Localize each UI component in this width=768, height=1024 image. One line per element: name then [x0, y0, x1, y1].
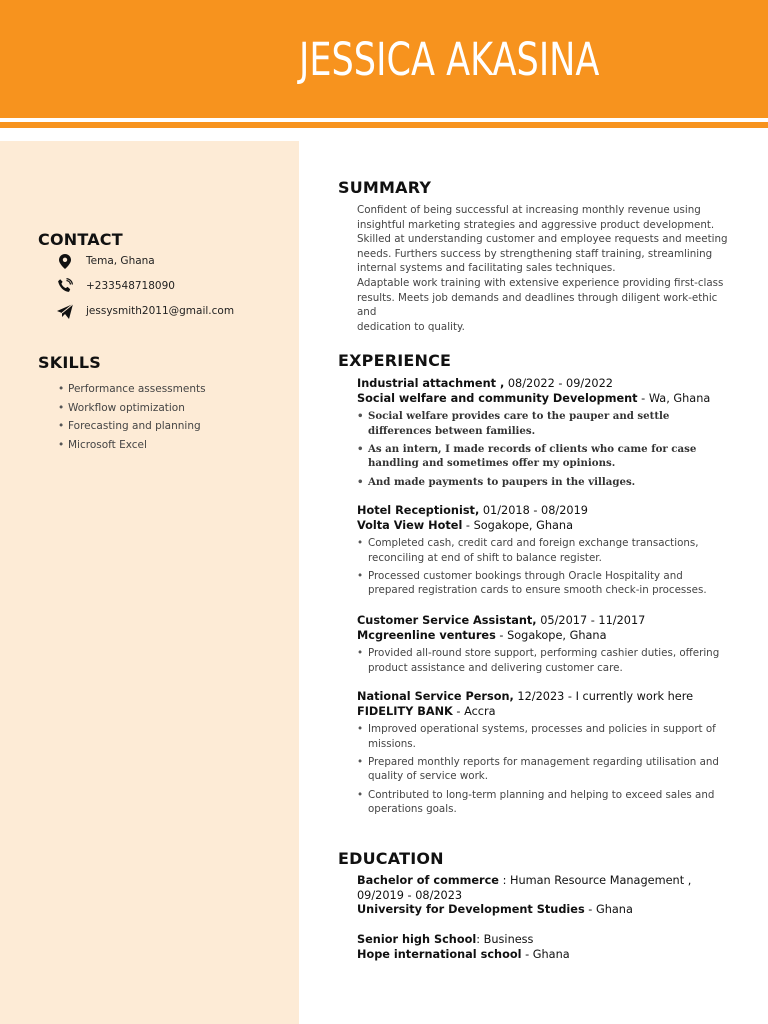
job-entry: Hotel Receptionist, 01/2018 - 08/2019 Volta View Hotel - Sogakope, Ghana • Completed cash, credit card and foreign exchange transactions, reconciling at end of shift to balance register. • Processed customer bookings through Oracle Hospitality and prepared registration cards to ensure smooth check-in processes.	[357, 504, 732, 602]
list-item: • Completed cash, credit card and foreign exchange transactions, reconciling at end of shift to balance register.	[357, 536, 732, 565]
phone-icon	[56, 278, 74, 294]
list-item: • Prepared monthly reports for management regarding utilisation and quality of service work.	[357, 755, 732, 784]
list-item: • Microsoft Excel	[58, 438, 147, 451]
skills-title: SKILLS	[38, 353, 101, 372]
location-text: Tema, Ghana	[86, 255, 155, 267]
list-item: • Contributed to long-term planning and helping to exceed sales and operations goals.	[357, 788, 732, 817]
list-item: • Workflow optimization	[58, 401, 185, 414]
candidate-name: JESSICA AKASINA	[299, 33, 600, 86]
phone-text: +233548718090	[86, 280, 175, 292]
education-entry: Senior high School: Business Hope international school - Ghana	[357, 933, 570, 961]
job-entry: Customer Service Assistant, 05/2017 - 11/2017 Mcgreenline ventures - Sogakope, Ghana • Provided all-round store support, performing cashier duties, offering product assistance and delivering customer care.	[357, 614, 732, 679]
experience-title: EXPERIENCE	[338, 351, 452, 370]
contact-title: CONTACT	[38, 230, 123, 249]
summary-title: SUMMARY	[338, 178, 432, 197]
job-entry: Industrial attachment , 08/2022 - 09/2022 Social welfare and community Development - Wa, Ghana • Social welfare provides care to the pauper and settle differences between families. • As an intern, I made records of clients who came for case handling and sometimes offer my opinions. • And made payments to paupers in the villages.	[357, 377, 732, 493]
list-item: • Performance assessments	[58, 383, 206, 395]
header-rule	[0, 122, 768, 128]
list-item: • Social welfare provides care to the pauper and settle differences between families.	[357, 409, 732, 438]
contact-phone	[56, 278, 175, 294]
job-entry: National Service Person, 12/2023 - I currently work here FIDELITY BANK - Accra • Improved operational systems, processes and policies in support of missions. • Prepared monthly reports for management regarding utilisation and quality of service work. • Contributed to long-term planning and helping to exceed sales and operations goals.	[357, 690, 732, 821]
sidebar	[0, 141, 299, 1024]
education-title: EDUCATION	[338, 849, 444, 868]
education-entry: Bachelor of commerce : Human Resource Management , 09/2019 - 08/2023 University for Development Studies - Ghana	[357, 874, 692, 917]
list-item: • As an intern, I made records of clients who came for case handling and sometimes offer my opinions.	[357, 442, 732, 471]
email-text: jessysmith2011@gmail.com	[86, 305, 235, 317]
location-pin-icon	[56, 253, 74, 269]
job-bullets	[357, 646, 732, 675]
list-item: • Processed customer bookings through Oracle Hospitality and prepared registration cards to ensure smooth check-in processes.	[357, 569, 732, 598]
contact-location	[56, 253, 155, 269]
list-item: • Forecasting and planning	[58, 420, 201, 432]
skills-list	[58, 382, 206, 456]
list-item: • And made payments to paupers in the villages.	[357, 475, 732, 489]
job-bullets	[357, 536, 732, 598]
summary-text: Confident of being successful at increasing monthly revenue using insightful marketing strategies and aggressive product development. Skilled at understanding customer and employee requests and meeting needs. Furthers success by strengthening staff training, streamlining internal systems and facilitating sales techniques. Adaptable work training with extensive experience providing first-class results. Meets job demands and deadlines through diligent work-ethic and dedication to quality.	[357, 204, 728, 333]
list-item: • Improved operational systems, processes and policies in support of missions.	[357, 722, 732, 751]
send-icon	[56, 303, 74, 319]
job-bullets	[357, 722, 732, 816]
job-bullets	[357, 409, 732, 489]
list-item: • Provided all-round store support, performing cashier duties, offering product assistance and delivering customer care.	[357, 646, 732, 675]
contact-email	[56, 303, 234, 319]
